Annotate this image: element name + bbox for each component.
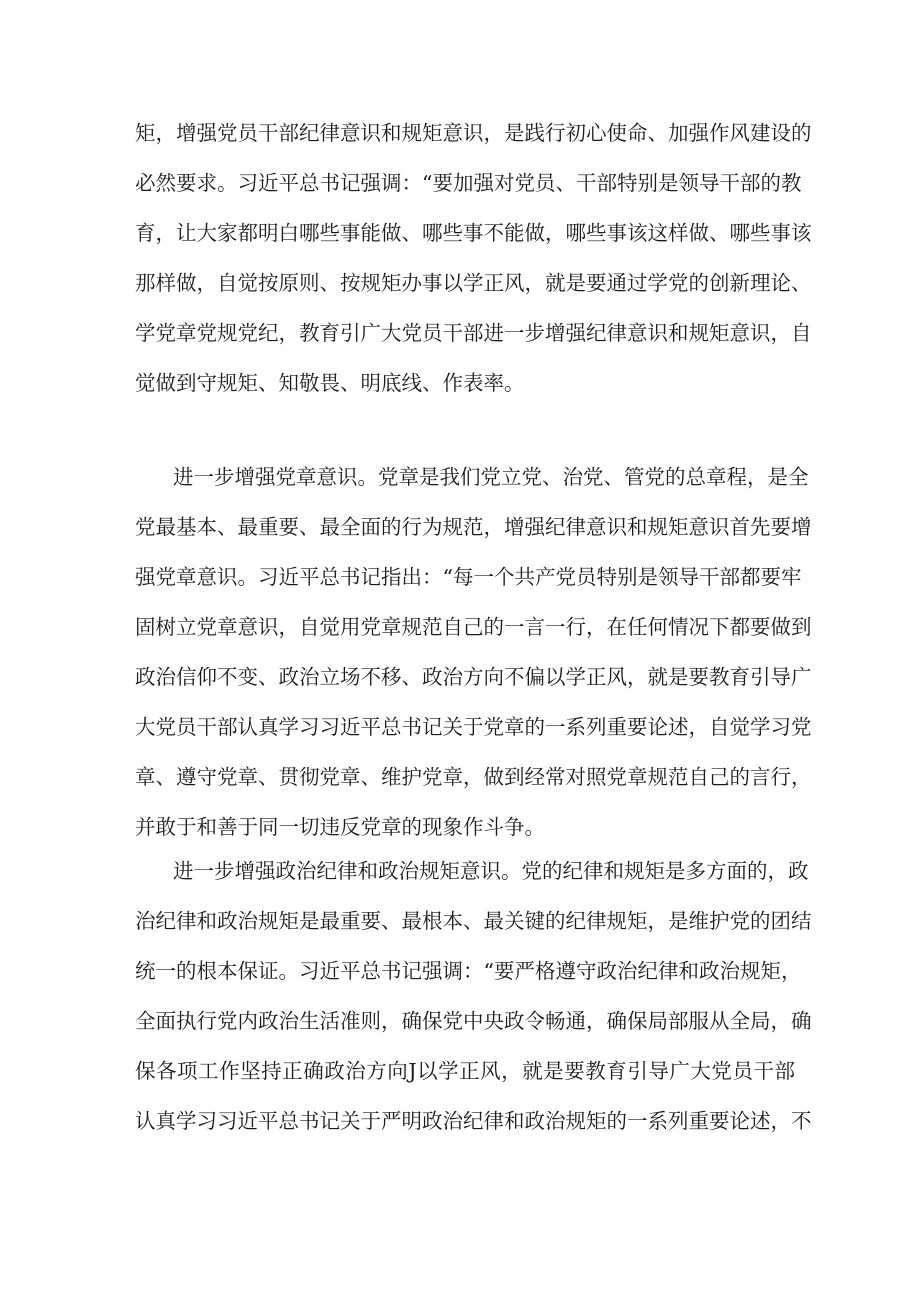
text-line: 进一步增强党章意识。党章是我们党立党、治党、管党的总章程，是全 — [173, 465, 809, 489]
text-line: 矩，增强党员干部纪律意识和规矩意识，是践行初心使命、加强作风建设的 — [135, 121, 812, 145]
text-line: 强党章意识。习近平总书记指出：“每一个共产党员特别是领导干部都要牢 — [135, 565, 802, 589]
text-line: 大党员干部认真学习习近平总书记关于党章的一系列重要论述，自觉学习党 — [135, 715, 812, 739]
text-line: 并敢于和善于同一切违反党章的现象作斗争。 — [135, 815, 545, 839]
text-line: 觉做到守规矩、知敬畏、明底线、作表率。 — [135, 371, 525, 395]
text-line: 那样做，自觉按原则、按规矩办事以学正风，就是要通过学党的创新理论、 — [135, 271, 812, 295]
paragraph-political-discipline — [135, 852, 812, 1152]
text-line: 章、遵守党章、贯彻党章、维护党章，做到经常对照党章规范自己的言行， — [135, 765, 812, 789]
text-line: 进一步增强政治纪律和政治规矩意识。党的纪律和规矩是多方面的，政 — [173, 859, 809, 883]
paragraph-party-constitution — [135, 458, 812, 858]
text-line: 全面执行党内政治生活准则，确保党中央政令畅通，确保局部服从全局，确 — [135, 1009, 812, 1033]
paragraph-discipline-awareness — [135, 114, 812, 414]
text-line: 必然要求。习近平总书记强调：“要加强对党员、干部特别是领导干部的教 — [135, 171, 802, 195]
text-line: 统一的根本保证。习近平总书记强调：“要严格遵守政治纪律和政治规矩， — [135, 959, 802, 983]
text-line: 学党章党规党纪，教育引广大党员干部进一步增强纪律意识和规矩意识，自 — [135, 321, 812, 345]
text-line: 保各项工作坚持正确政治方向J以学正风，就是要教育引导广大党员干部 — [135, 1059, 795, 1083]
text-line: 认真学习习近平总书记关于严明政治纪律和政治规矩的一系列重要论述，不 — [135, 1109, 812, 1133]
text-line: 政治信仰不变、政治立场不移、政治方向不偏以学正风，就是要教育引导广 — [135, 665, 812, 689]
text-line: 治纪律和政治规矩是最重要、最根本、最关键的纪律规矩，是维护党的团结 — [135, 909, 812, 933]
text-line: 育，让大家都明白哪些事能做、哪些事不能做，哪些事该这样做、哪些事该 — [135, 221, 812, 245]
text-line: 固树立党章意识，自觉用党章规范自己的一言一行，在任何情况下都要做到 — [135, 615, 812, 639]
text-line: 党最基本、最重要、最全面的行为规范，增强纪律意识和规矩意识首先要增 — [135, 515, 812, 539]
